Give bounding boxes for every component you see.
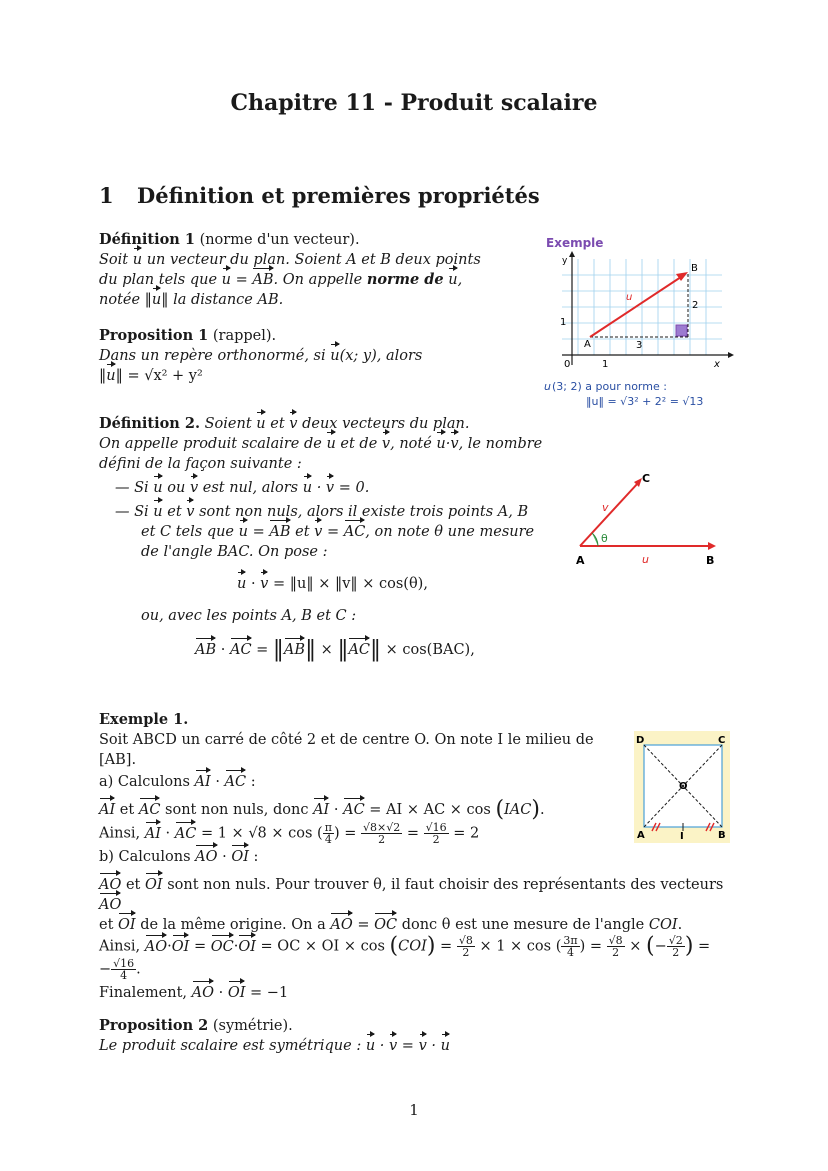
caption-u: u	[544, 380, 551, 393]
def1-label: Définition 1	[99, 231, 195, 248]
def1-text: la distance AB.	[173, 292, 284, 308]
figure1-caption-2: ‖u‖ = √3² + 2² = √13	[586, 395, 704, 408]
def2-bullet: et	[295, 524, 310, 540]
ex1-text: × 1 × cos	[479, 938, 552, 955]
point-C-label: C	[718, 735, 726, 746]
def2-text: et	[270, 416, 285, 432]
prop2-note: (symétrie).	[212, 1018, 293, 1034]
def2-bullet: — Si	[115, 504, 149, 520]
point-O-label: O	[679, 781, 688, 792]
point-I-label: I	[680, 831, 684, 842]
ex1-text: = OC × OI × cos	[260, 938, 385, 955]
def2-bullet: sont non nuls, alors il existe trois points A, B	[199, 504, 529, 520]
prop1-formula: = √x² + y²	[127, 368, 203, 384]
prop1-text: (x; y), alors	[339, 348, 423, 364]
def2-bullet: est nul, alors	[202, 480, 299, 496]
def2-text: ou, avec les points A, B et C :	[141, 608, 357, 624]
def2-text: On appelle produit scalaire de	[99, 436, 322, 452]
ex1-text: Ainsi,	[99, 825, 141, 842]
figure-square	[634, 731, 730, 843]
ex1-text: a) Calculons	[99, 774, 190, 790]
def2-bullet: , on note θ une mesure	[365, 524, 535, 540]
point-B-label: B	[691, 263, 698, 274]
formula-scalar-product: = ‖u‖ × ‖v‖ × cos(θ),	[272, 576, 428, 592]
point-D-label: D	[636, 735, 645, 746]
figure-vector-norm	[538, 233, 738, 413]
def2-bullet: ou	[167, 480, 186, 496]
ex1-text: = −1	[250, 985, 289, 1001]
figure-angle	[568, 468, 728, 570]
vec-u: u	[132, 252, 143, 268]
tick-1-x: 1	[602, 359, 609, 370]
ex1-text: sont non nuls, donc	[165, 802, 309, 818]
def1-text: ,	[457, 272, 463, 288]
vector-u-label: u	[642, 553, 649, 566]
ex1-text: Soit ABCD un carré de côté 2 et de centre O. On note I le milieu de	[99, 732, 594, 748]
ex1-text: b) Calculons	[99, 849, 191, 865]
def2-label: Définition 2.	[99, 415, 200, 432]
ex1-label: Exemple 1.	[99, 711, 189, 728]
point-B-label: B	[718, 830, 726, 841]
proposition-2: Proposition 2 (symétrie). Le produit scalaire est symétrique : u · v = v · u	[99, 1017, 450, 1054]
definition-1: Définition 1 (norme d'un vecteur). Soit u un vecteur du plan. Soient A et B deux points du plan tels que u = AB. On appelle norme de u, notée ‖u‖ la distance AB.	[99, 231, 481, 308]
figure1-title: Exemple	[546, 236, 604, 250]
prop1-text: Dans un repère orthonormé, si	[99, 348, 326, 364]
figure1-caption-1: (3; 2) a pour norme :	[552, 380, 667, 393]
prop2-label: Proposition 2	[99, 1017, 209, 1034]
ex1-text: Finalement,	[99, 985, 188, 1001]
section-heading	[99, 183, 540, 208]
ex1-text: et	[125, 877, 141, 893]
ex1-text: = 2	[453, 825, 480, 842]
vector-v-label: v	[602, 501, 609, 514]
formula-points: × cos(BAC),	[385, 642, 475, 658]
def2-bullet: et C tels que	[141, 524, 235, 540]
def1-note: (norme d'un vecteur).	[199, 232, 360, 248]
def2-bullet: — Si	[115, 480, 149, 496]
section-number: 1	[99, 183, 114, 208]
definition-2: Définition 2. Soient u et v deux vecteurs du plan. On appelle produit scalaire de u et de v, noté u·v, le nombre défini de la façon suivante : — Si u ou v est nul, alors u · v = 0. — Si u et v sont non nuls, alors il existe trois points A, B et C tels que u = AB et v = AC, on note θ une mesure de l'angle BAC. On pose : u · v = ‖u‖ × ‖v‖ × cos(θ), ou, avec les points A, B et C : AB · AC = ‖AB‖ × ‖AC‖ × cos(BAC),	[99, 415, 543, 662]
label-2: 2	[692, 300, 699, 311]
point-A-label: A	[584, 339, 591, 350]
def2-text: , noté	[390, 436, 432, 452]
def2-text: défini de la façon suivante :	[99, 456, 302, 472]
point-A-label: A	[637, 830, 645, 841]
prop1-note: (rappel).	[212, 328, 277, 344]
def2-text: et de	[340, 436, 378, 452]
def2-bullet: = 0.	[338, 480, 370, 496]
def2-text: , le nombre	[458, 436, 543, 452]
label-3: 3	[636, 340, 643, 351]
angle-BAC: BAC	[217, 544, 249, 560]
def2-bullet: et	[167, 504, 182, 520]
ex1-text: = 1 × √8 × cos	[200, 825, 313, 842]
ex1-text: [AB].	[99, 752, 137, 768]
theta-label: θ	[601, 532, 608, 545]
def2-bullet: . On pose :	[248, 544, 328, 560]
prop2-text: Le produit scalaire est symétrique :	[99, 1038, 362, 1054]
proposition-1: Proposition 1 (rappel). Dans un repère orthonormé, si u(x; y), alors ‖u‖ = √x² + y²	[99, 327, 423, 384]
def2-bullet: de l'angle	[141, 544, 213, 560]
section-title: Définition et premières propriétés	[137, 183, 540, 208]
ex1-text: = AI × AC × cos	[369, 802, 491, 818]
def1-text: Soit	[99, 252, 129, 268]
tick-1-y: 1	[560, 317, 567, 328]
point-A-label: A	[576, 554, 585, 567]
axis-y-label: y	[562, 256, 568, 266]
def1-text: . On appelle	[273, 272, 363, 288]
ex1-text: donc θ est une mesure de l'angle	[401, 917, 645, 933]
vector-u-label: u	[626, 292, 633, 303]
axis-x-label: x	[714, 359, 720, 370]
prop1-label: Proposition 1	[99, 327, 209, 344]
ex1-text: de la même origine. On a	[140, 917, 326, 933]
point-C-label: C	[642, 472, 651, 485]
point-B-label: B	[706, 554, 715, 567]
def1-text: notée	[99, 292, 141, 308]
def2-text: Soient	[204, 416, 252, 432]
ex1-text: Ainsi,	[99, 938, 141, 955]
ex1-text: −	[99, 961, 112, 978]
page-number: 1	[409, 1101, 419, 1119]
example-1: Exemple 1. Soit ABCD un carré de côté 2 et de centre O. On note I le milieu de [AB]. a) Calculons AI · AC : AI et AC sont non nuls, donc AI · AC = AI × AC × cos (IAC). Ainsi, AI · AC = 1 × √8 × cos ( $\frac{\pi}{4}$ ) = $\frac{√8\times√2}{2}$ = $\frac{√16}{2}$ = 2 b) Calculons AO · OI : AO et OI sont non nuls. Pour trouver θ, il faut choisir des représentants des vecteurs AO et OI de la même origine. On a AO = OC donc θ est une mesure de l'angle COI. Ainsi, AO·OI = OC·OI = OC × OI × cos (COI) = $\frac{√8}{2}$ × 1 × cos ( $\frac{3\pi}{4}$ ) = $\frac{√8}{2}$ × (− $\frac{√2}{2}$ ) = − $\frac{√16}{4}$ . Finalement, AO · OI = −1	[99, 711, 724, 1001]
ex1-text: et	[99, 917, 114, 933]
vector-u-line	[590, 275, 684, 337]
def1-text: un vecteur du plan. Soient A et B deux points	[146, 252, 481, 268]
page-title: Chapitre 11 - Produit scalaire	[230, 90, 598, 116]
ex1-text: ×	[629, 938, 642, 955]
def1-text: du plan tels que	[99, 272, 218, 288]
def2-text: deux vecteurs du plan.	[302, 416, 470, 432]
origin-label: 0	[564, 359, 571, 370]
def1-bold: norme de	[366, 271, 444, 288]
ex1-text: sont non nuls. Pour trouver θ, il faut choisir des représentants des vecteurs	[167, 877, 724, 893]
